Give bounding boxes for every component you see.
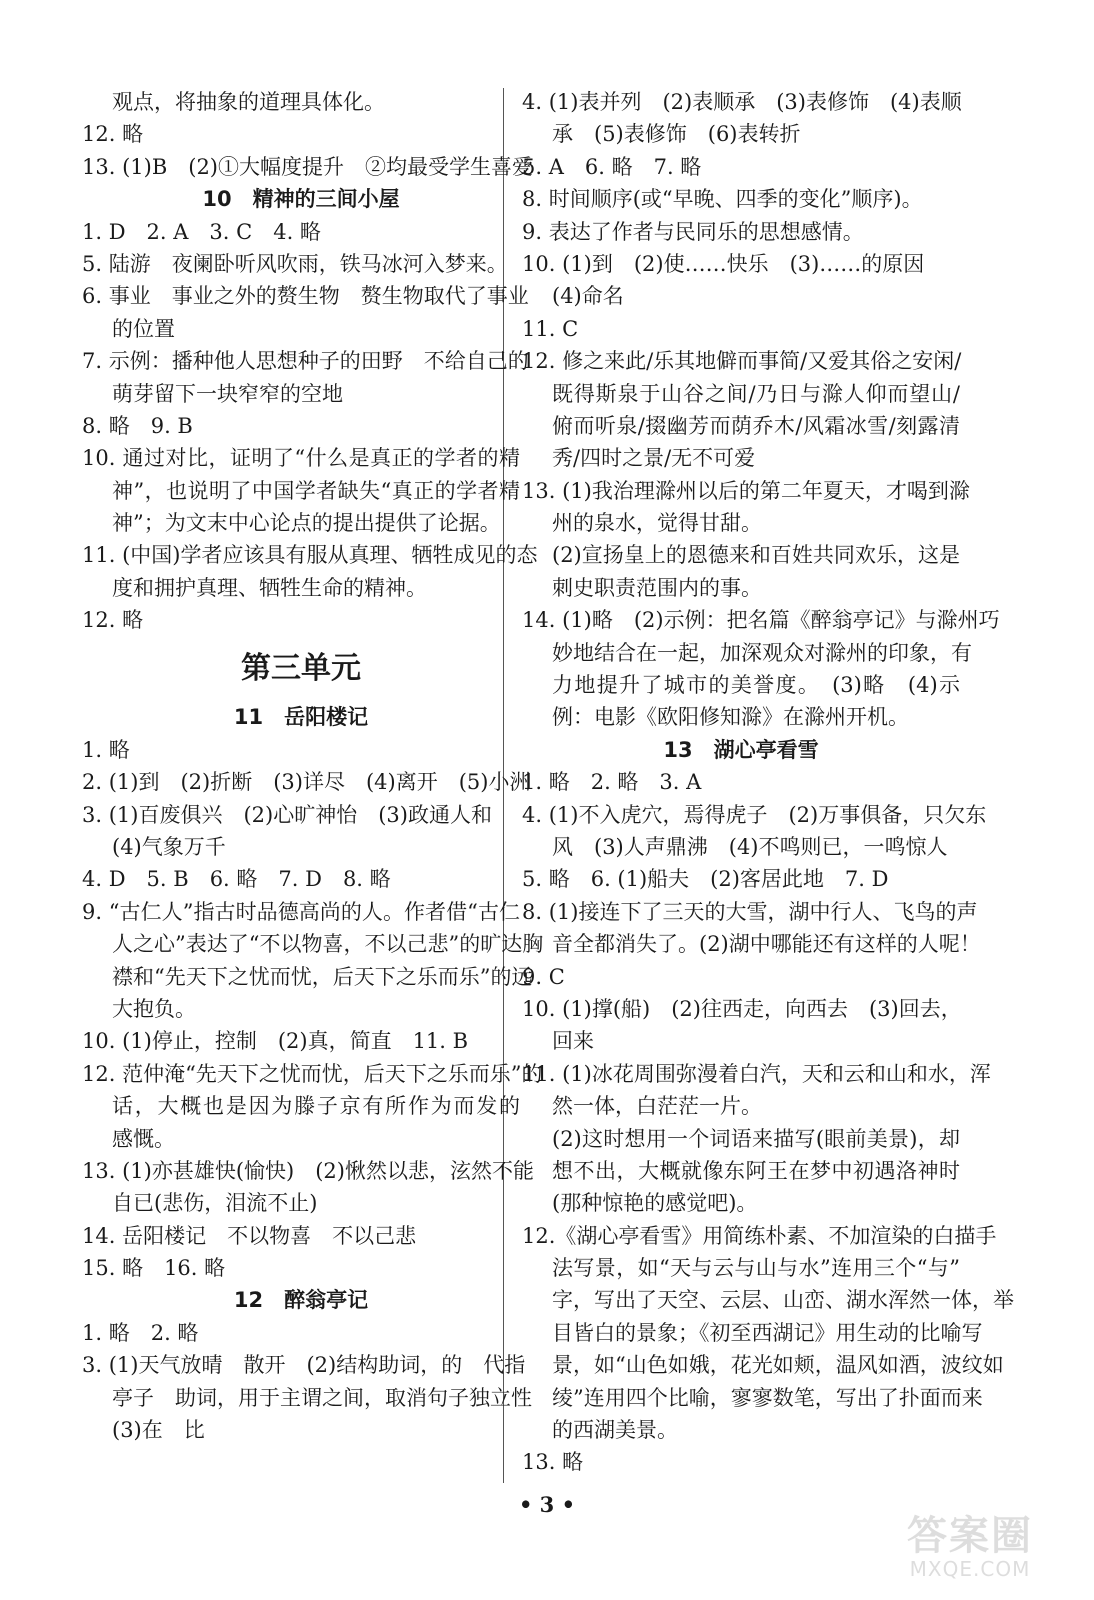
page-number: • 3 • — [518, 1492, 576, 1517]
section-heading: 13 湖心亭看雪 — [663, 737, 819, 762]
answer-line: 11. C — [522, 316, 579, 341]
answer-line: 人之心”表达了“不以物喜，不以己悲”的旷达胸 — [112, 932, 544, 957]
answer-line: 11. (1)冰花周围弥漫着白汽，天和云和山和水，浑 — [522, 1061, 991, 1086]
answer-line: 3. (1)百废俱兴 (2)心旷神怡 (3)政通人和 — [82, 802, 492, 827]
right-column — [522, 86, 1014, 1479]
answer-line: 13. (1)亦甚雄快(愉快) (2)愀然以悲，泫然不能 — [82, 1158, 534, 1183]
answer-line: 想不出，大概就像东阿王在梦中初遇洛神时 — [552, 1158, 960, 1183]
answer-line: 4. (1)表并列 (2)表顺承 (3)表修饰 (4)表顺 — [522, 90, 962, 114]
answer-line: 7. 示例：播种他人思想种子的田野 不给自己的 — [82, 349, 529, 374]
answer-line: 萌芽留下一块窄窄的空地 — [112, 381, 343, 406]
answer-line: 回来 — [552, 1029, 594, 1054]
answer-line: 法写景，如“天与云与山与水”连用三个“与” — [552, 1256, 960, 1281]
answer-line: 10. 通过对比，证明了“什么是真正的学者的精 — [82, 446, 520, 471]
answer-line: 绫”连用四个比喻，寥寥数笔，写出了扑面而来 — [552, 1385, 983, 1410]
answer-line: 11. (中国)学者应该具有服从真理、牺牲成见的态 — [82, 543, 538, 568]
answer-line: 5. 陆游 夜阑卧听风吹雨，铁马冰河入梦来。 — [82, 251, 508, 276]
answer-line: 14. (1)略 (2)示例：把名篇《醉翁亭记》与滁州巧 — [522, 608, 1000, 633]
answer-line: 4. (1)不入虎穴，焉得虎子 (2)万事俱备，只欠东 — [522, 802, 987, 827]
answer-line: (3)在 比 — [112, 1418, 205, 1443]
answer-line: 9. 表达了作者与民同乐的思想感情。 — [522, 219, 864, 244]
answer-line: 1. 略 — [82, 737, 130, 762]
answer-line: 10. (1)撑(船) (2)往西走，向西去 (3)回去， — [522, 996, 962, 1021]
answer-line: 话，大概也是因为滕子京有所作为而发的 — [112, 1094, 520, 1119]
answer-line: 自已(悲伤，泪流不止) — [112, 1191, 318, 1216]
answer-line: 俯而听泉/掇幽芳而荫乔木/风霜冰雪/刻露清 — [552, 413, 960, 438]
answer-line: 襟和“先天下之忧而忧，后天下之乐而乐”的远 — [112, 964, 533, 989]
answer-line: 15. 略 16. 略 — [82, 1256, 226, 1281]
answer-line: 1. D 2. A 3. C 4. 略 — [82, 219, 321, 244]
answer-line: (4)气象万千 — [112, 835, 226, 859]
answer-line: 12. 修之来此/乐其地僻而事简/又爱其俗之安闲/ — [522, 349, 962, 374]
answer-line: 承 (5)表修饰 (6)表转折 — [552, 122, 801, 147]
answer-line: 神”；为文末中心论点的提出提供了论据。 — [112, 511, 501, 536]
watermark-logo-text: 答案圈 — [907, 1513, 1033, 1559]
answer-line: 3. (1)天气放晴 散开 (2)结构助词，的 代指 — [82, 1353, 526, 1378]
answer-line: 6. 事业 事业之外的赘生物 赘生物取代了事业 — [82, 284, 529, 309]
answer-line: 字，写出了天空、云层、山峦、湖水浑然一体，举 — [552, 1288, 1014, 1313]
answer-line: 13. (1)我治理滁州以后的第二年夏天，才喝到滁 — [522, 478, 970, 503]
answer-line: 景，如“山色如娥，花光如颊，温风如酒，波纹如 — [552, 1353, 1004, 1378]
answer-line: 8. 略 9. B — [82, 413, 193, 438]
answer-line: 力地提升了城市的美誉度。 (3)略 (4)示 — [552, 673, 960, 698]
answer-line: 然一体，白茫茫一片。 — [552, 1094, 762, 1119]
answer-line: 10. (1)停止，控制 (2)真，简直 11. B — [82, 1029, 469, 1054]
answer-line: (那种惊艳的感觉吧)。 — [552, 1191, 758, 1216]
answer-line: 4. D 5. B 6. 略 7. D 8. 略 — [82, 867, 391, 892]
answer-line: 5. A 6. 略 7. 略 — [522, 154, 702, 179]
answer-line: 9. “古仁人”指古时品德高尚的人。作者借“古仁 — [82, 899, 520, 924]
answer-line: 8. 时间顺序(或“早晚、四季的变化”顺序)。 — [522, 187, 923, 212]
unit-heading: 第三单元 — [241, 650, 361, 686]
answer-line: (2)这时想用一个词语来描写(眼前美景)，却 — [552, 1126, 960, 1151]
answer-line: (4)命名 — [552, 284, 624, 309]
answer-line: 1. 略 2. 略 — [82, 1320, 199, 1345]
answer-line: 12. 略 — [82, 122, 144, 147]
answer-line: 1. 略 2. 略 3. A — [522, 770, 702, 795]
answer-line: 的西湖美景。 — [552, 1418, 678, 1443]
answer-line: 亭子 助词，用于主谓之间，取消句子独立性 — [112, 1385, 532, 1410]
answer-line: 14. 岳阳楼记 不以物喜 不以己悲 — [82, 1223, 417, 1248]
answer-line: 既得斯泉于山谷之间/乃日与滁人仰而望山/ — [552, 381, 960, 406]
answer-line: 秀/四时之景/无不可爱 — [552, 446, 756, 471]
answer-line: 12.《湖心亭看雪》用简练朴素、不加渲染的白描手 — [522, 1223, 997, 1248]
answer-line: 10. (1)到 (2)使……快乐 (3)……的原因 — [522, 251, 925, 276]
answer-line: 12. 范仲淹“先天下之忧而忧，后天下之乐而乐”的 — [82, 1061, 543, 1086]
answer-line: 目皆白的景象；《初至西湖记》用生动的比喻写 — [552, 1320, 983, 1345]
answer-line: 13. (1)B (2)①大幅度提升 ②均最受学生喜爱 — [82, 154, 533, 179]
answer-line: 神”，也说明了中国学者缺失“真正的学者精 — [112, 478, 520, 503]
answer-line: 妙地结合在一起，加深观众对滁州的印象，有 — [552, 640, 972, 665]
answer-line: 风 (3)人声鼎沸 (4)不鸣则已，一鸣惊人 — [552, 834, 948, 859]
section-heading: 12 醉翁亭记 — [233, 1288, 369, 1313]
answer-line: 度和拥护真理、牺牲生命的精神。 — [112, 575, 427, 600]
watermark-url: MXQE.COM — [909, 1557, 1031, 1581]
answer-line: 刺史职责范围内的事。 — [552, 575, 762, 600]
answer-line: 9. C — [522, 964, 565, 989]
answer-line: 12. 略 — [82, 608, 144, 633]
section-heading: 10 精神的三间小屋 — [202, 187, 400, 212]
answer-line: 州的泉水，觉得甘甜。 — [552, 511, 762, 536]
answer-line: 音全都消失了。(2)湖中哪能还有这样的人呢！ — [552, 932, 981, 957]
answer-line: (2)宣扬皇上的恩德来和百姓共同欢乐，这是 — [552, 543, 960, 568]
watermark-logo — [870, 1514, 1070, 1582]
answer-line: 观点，将抽象的道理具体化。 — [112, 90, 385, 114]
answer-line: 8. (1)接连下了三天的大雪，湖中行人、飞鸟的声 — [522, 899, 978, 924]
answer-line: 2. (1)到 (2)折断 (3)详尽 (4)离开 (5)小洲 — [82, 770, 531, 795]
answer-line: 的位置 — [112, 316, 175, 341]
answer-line: 大抱负。 — [112, 996, 196, 1021]
answer-line: 5. 略 6. (1)船夫 (2)客居此地 7. D — [522, 867, 889, 892]
answer-line: 例：电影《欧阳修知滁》在滁州开机。 — [552, 705, 909, 730]
answer-line: 感慨。 — [112, 1126, 175, 1151]
answer-line: 13. 略 — [522, 1450, 584, 1475]
section-heading: 11 岳阳楼记 — [233, 705, 369, 730]
